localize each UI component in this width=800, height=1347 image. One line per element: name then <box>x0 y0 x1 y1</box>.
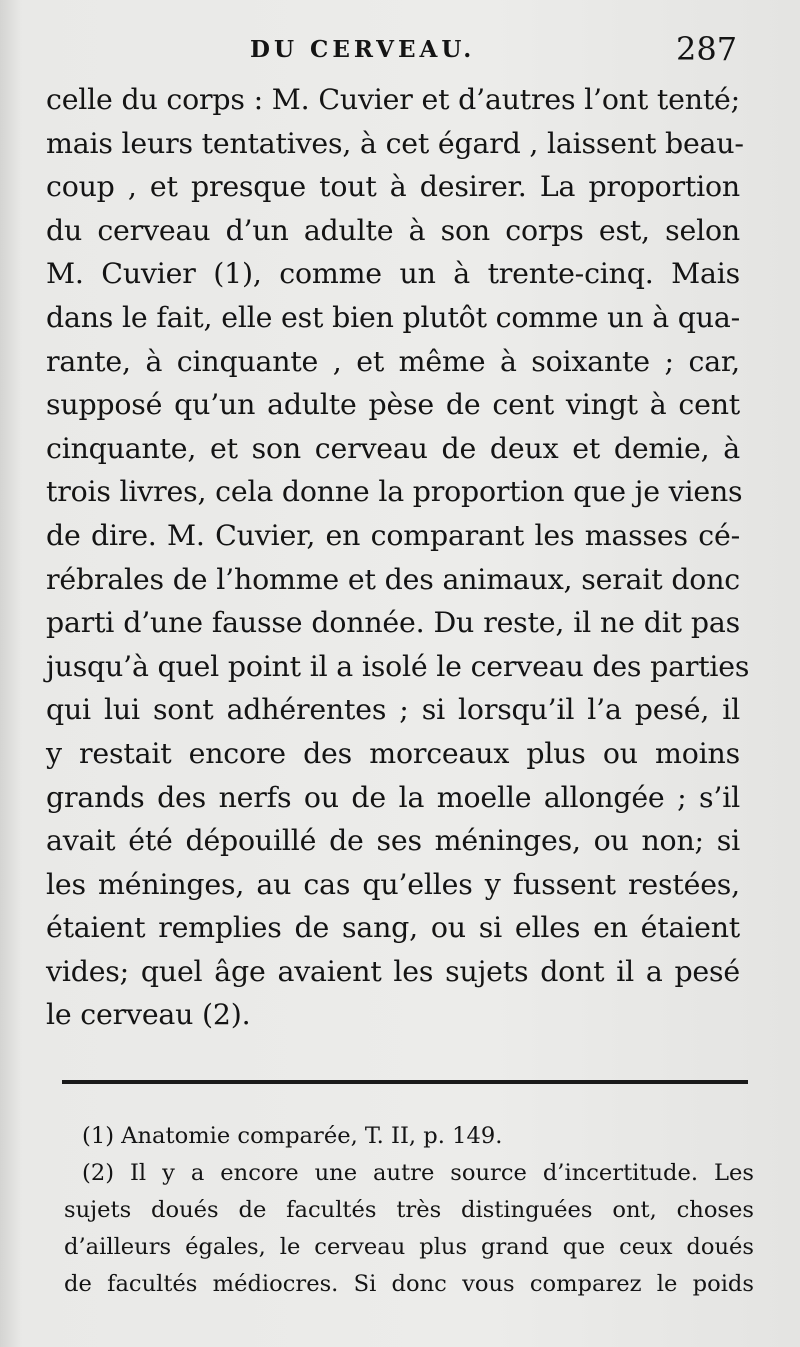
body-text <box>46 78 750 1037</box>
text-line: coup , et presque tout à desirer. La proportion <box>46 170 740 204</box>
text-line: du cerveau d’un adulte à son corps est, selon <box>46 213 740 247</box>
page-number: 287 <box>676 30 738 68</box>
text-line: parti d’une fausse donnée. Du reste, il ne dit pas <box>46 606 740 640</box>
text-line: étaient remplies de sang, ou si elles en étaient <box>46 911 740 945</box>
text-line: M. Cuvier (1), comme un à trente-cinq. Mais <box>46 257 740 291</box>
text-line: celle du corps : M. Cuvier et d’autres l’ont tenté; <box>46 83 740 116</box>
text-line: rante, à cinquante , et même à soixante ; car, <box>46 344 740 378</box>
footnote-2-line: de facultés médiocres. Si donc vous comparez le poids <box>64 1271 754 1297</box>
footnote-2-line: d’ailleurs égales, le cerveau plus grand que ceux doués <box>64 1234 754 1260</box>
text-line: vides; quel âge avaient les sujets dont il a pesé <box>46 954 740 988</box>
text-line: trois livres, cela donne la proportion que je viens <box>46 475 743 509</box>
text-line: avait été dépouillé de ses méninges, ou non; si <box>46 824 740 858</box>
footnote-2-line: sujets doués de facultés très distinguées ont, choses <box>64 1197 754 1223</box>
text-line: jusqu’à quel point il a isolé le cerveau des parties <box>46 649 750 683</box>
text-line: les méninges, au cas qu’elles y fussent restées, <box>46 867 740 901</box>
text-line: mais leurs tentatives, à cet égard , laissent beau- <box>46 126 744 160</box>
running-head <box>0 32 800 76</box>
text-line: de dire. M. Cuvier, en comparant les masses cé- <box>46 518 740 552</box>
text-line: y restait encore des morceaux plus ou moins <box>46 736 740 770</box>
text-line: rébrales de l’homme et des animaux, serait donc <box>46 562 740 596</box>
text-line: dans le fait, elle est bien plutôt comme un à qua- <box>46 300 740 334</box>
running-title: DU CERVEAU. <box>250 36 476 63</box>
footnote-2-line: (2) Il y a encore une autre source d’incertitude. Les <box>82 1160 754 1186</box>
footnote-1: (1) Anatomie comparée, T. II, p. 149. <box>82 1123 503 1149</box>
text-line: qui lui sont adhérentes ; si lorsqu’il l’a pesé, il <box>46 693 740 727</box>
text-line: grands des nerfs ou de la moelle allongée ; s’il <box>46 780 740 814</box>
text-line: cinquante, et son cerveau de deux et demie, à <box>46 431 740 465</box>
footnotes <box>64 1118 754 1303</box>
text-line: le cerveau (2). <box>46 998 251 1032</box>
footnote-rule <box>62 1080 748 1084</box>
text-line: supposé qu’un adulte pèse de cent vingt à cent <box>46 388 740 422</box>
